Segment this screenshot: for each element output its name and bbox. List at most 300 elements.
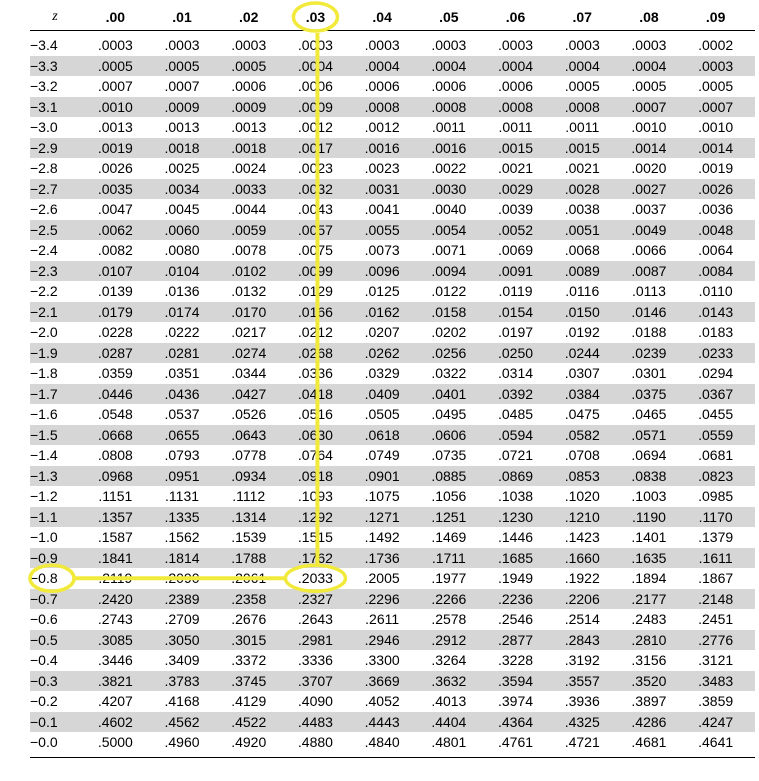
probability-cell: .2776 xyxy=(698,631,734,648)
probability-cell: .3897 xyxy=(631,693,667,709)
table-row xyxy=(30,240,755,261)
table-row xyxy=(30,138,755,159)
probability-cell: .0008 xyxy=(498,98,534,115)
table-row xyxy=(30,97,755,118)
probability-cell: .0034 xyxy=(164,180,200,197)
probability-cell: .0004 xyxy=(364,57,400,74)
probability-cell: .1515 xyxy=(297,529,333,545)
z-value-cell: −2.0 xyxy=(30,324,58,340)
probability-cell: .0217 xyxy=(231,324,267,340)
probability-cell: .0003 xyxy=(631,37,667,53)
probability-cell: .0618 xyxy=(364,426,400,443)
z-value-cell: −0.2 xyxy=(30,693,58,709)
table-row xyxy=(30,507,755,528)
probability-cell: .0143 xyxy=(698,303,734,320)
probability-cell: .2611 xyxy=(365,611,400,627)
z-value-cell: −0.3 xyxy=(30,672,58,689)
probability-cell: .0314 xyxy=(498,365,534,381)
probability-cell: .4960 xyxy=(164,734,200,750)
probability-cell: .0537 xyxy=(164,406,200,422)
probability-cell: .0681 xyxy=(698,447,734,463)
probability-cell: .0005 xyxy=(231,57,267,74)
probability-cell: .3015 xyxy=(231,631,267,648)
probability-cell: .0212 xyxy=(297,324,333,340)
column-header: .07 xyxy=(572,9,592,25)
probability-cell: .0003 xyxy=(698,57,734,74)
probability-cell: .1357 xyxy=(97,508,133,525)
probability-cell: .0003 xyxy=(364,37,400,53)
probability-cell: .0455 xyxy=(698,406,734,422)
probability-cell: .2514 xyxy=(564,611,600,627)
probability-cell: .0062 xyxy=(97,221,133,238)
probability-cell: .0244 xyxy=(564,344,600,361)
probability-cell: .0010 xyxy=(97,98,133,115)
probability-cell: .0008 xyxy=(564,98,600,115)
probability-cell: .3085 xyxy=(97,631,133,648)
probability-cell: .1894 xyxy=(631,570,667,586)
probability-cell: .1251 xyxy=(431,508,467,525)
probability-cell: .0694 xyxy=(631,447,667,463)
probability-cell: .4721 xyxy=(564,734,600,750)
probability-cell: .0099 xyxy=(297,262,333,279)
probability-cell: .0024 xyxy=(231,160,267,176)
z-value-cell: −1.5 xyxy=(30,426,58,443)
probability-cell: .2358 xyxy=(231,590,267,607)
probability-cell: .2843 xyxy=(564,631,600,648)
probability-cell: .0014 xyxy=(698,139,734,156)
probability-cell: .0031 xyxy=(364,180,400,197)
probability-cell: .0047 xyxy=(97,201,133,217)
probability-cell: .0040 xyxy=(431,201,467,217)
probability-cell: .0548 xyxy=(97,406,133,422)
probability-cell: .2177 xyxy=(631,590,667,607)
probability-cell: .1401 xyxy=(631,529,667,545)
probability-cell: .0004 xyxy=(431,57,467,74)
probability-cell: .3520 xyxy=(631,672,667,689)
probability-cell: .0027 xyxy=(631,180,667,197)
probability-cell: .0013 xyxy=(231,119,267,135)
probability-cell: .0116 xyxy=(565,283,600,299)
probability-cell: .0007 xyxy=(164,78,200,94)
probability-cell: .0004 xyxy=(498,57,534,74)
header-rule xyxy=(30,30,755,31)
probability-cell: .0708 xyxy=(564,447,600,463)
probability-cell: .0019 xyxy=(698,160,734,176)
probability-cell: .0132 xyxy=(231,283,267,299)
probability-cell: .4286 xyxy=(631,713,667,730)
probability-cell: .1093 xyxy=(297,488,333,504)
z-value-cell: −1.7 xyxy=(30,385,58,402)
z-value-cell: −1.2 xyxy=(30,488,58,504)
z-value-cell: −0.0 xyxy=(30,734,58,750)
probability-cell: .0022 xyxy=(431,160,467,176)
probability-cell: .0036 xyxy=(698,201,734,217)
probability-cell: .0011 xyxy=(431,119,466,135)
probability-cell: .3228 xyxy=(498,652,534,668)
probability-cell: .4207 xyxy=(97,693,133,709)
z-value-cell: −2.5 xyxy=(30,221,58,238)
probability-cell: .0359 xyxy=(97,365,133,381)
table-row xyxy=(30,199,755,220)
probability-cell: .0146 xyxy=(631,303,667,320)
probability-cell: .2912 xyxy=(431,631,467,648)
table-row xyxy=(30,281,755,302)
probability-cell: .4090 xyxy=(297,693,333,709)
probability-cell: .0004 xyxy=(297,57,333,74)
probability-cell: .0559 xyxy=(698,426,734,443)
probability-cell: .0011 xyxy=(498,119,533,135)
probability-cell: .2546 xyxy=(498,611,534,627)
probability-cell: .0007 xyxy=(698,98,734,115)
probability-cell: .0021 xyxy=(498,160,534,176)
probability-cell: .2206 xyxy=(564,590,600,607)
probability-cell: .0059 xyxy=(231,221,267,238)
probability-cell: .4641 xyxy=(698,734,734,750)
probability-cell: .0202 xyxy=(431,324,467,340)
z-value-cell: −2.3 xyxy=(30,262,58,279)
probability-cell: .0838 xyxy=(631,467,667,484)
z-value-cell: −0.7 xyxy=(30,590,58,607)
probability-cell: .2327 xyxy=(297,590,333,607)
z-value-cell: −3.1 xyxy=(30,98,58,115)
table-row xyxy=(30,56,755,77)
probability-cell: .0005 xyxy=(564,78,600,94)
probability-cell: .4840 xyxy=(364,734,400,750)
probability-cell: .0582 xyxy=(564,426,600,443)
probability-cell: .4168 xyxy=(164,693,200,709)
probability-cell: .0005 xyxy=(631,78,667,94)
probability-cell: .0017 xyxy=(297,139,333,156)
probability-cell: .0188 xyxy=(631,324,667,340)
probability-cell: .0885 xyxy=(431,467,467,484)
probability-cell: .0087 xyxy=(631,262,667,279)
probability-cell: .0384 xyxy=(564,385,600,402)
table-row xyxy=(30,76,755,97)
probability-cell: .0329 xyxy=(364,365,400,381)
probability-cell: .0228 xyxy=(97,324,133,340)
probability-cell: .2743 xyxy=(97,611,133,627)
probability-cell: .3409 xyxy=(164,652,200,668)
probability-cell: .2119 xyxy=(98,570,133,586)
table-row xyxy=(30,712,755,733)
table-row xyxy=(30,671,755,692)
probability-cell: .1562 xyxy=(164,529,200,545)
probability-cell: .0170 xyxy=(231,303,267,320)
probability-cell: .4602 xyxy=(97,713,133,730)
probability-cell: .0007 xyxy=(97,78,133,94)
probability-cell: .0048 xyxy=(698,221,734,238)
probability-cell: .0110 xyxy=(698,283,733,299)
probability-cell: .1685 xyxy=(498,549,534,566)
probability-cell: .0029 xyxy=(498,180,534,197)
table-row xyxy=(30,384,755,405)
probability-cell: .0016 xyxy=(431,139,467,156)
probability-cell: .0026 xyxy=(97,160,133,176)
table-row xyxy=(30,179,755,200)
probability-cell: .4522 xyxy=(231,713,267,730)
z-value-cell: −2.7 xyxy=(30,180,58,197)
probability-cell: .0011 xyxy=(565,119,600,135)
probability-cell: .3050 xyxy=(164,631,200,648)
probability-cell: .0052 xyxy=(498,221,534,238)
probability-cell: .0037 xyxy=(631,201,667,217)
probability-cell: .0013 xyxy=(164,119,200,135)
probability-cell: .4801 xyxy=(431,734,467,750)
probability-cell: .2389 xyxy=(164,590,200,607)
probability-cell: .0041 xyxy=(364,201,400,217)
probability-cell: .1635 xyxy=(631,549,667,566)
probability-cell: .0951 xyxy=(164,467,200,484)
probability-cell: .0003 xyxy=(97,37,133,53)
probability-cell: .0012 xyxy=(297,119,333,135)
probability-cell: .1922 xyxy=(564,570,600,586)
z-value-cell: −3.2 xyxy=(30,78,58,94)
column-header: .04 xyxy=(372,9,392,25)
probability-cell: .0721 xyxy=(498,447,534,463)
probability-cell: .0571 xyxy=(631,426,667,443)
probability-cell: .0139 xyxy=(97,283,133,299)
probability-cell: .0010 xyxy=(698,119,734,135)
probability-cell: .0006 xyxy=(231,78,267,94)
probability-cell: .0125 xyxy=(364,283,400,299)
probability-cell: .0197 xyxy=(498,324,534,340)
probability-cell: .0084 xyxy=(698,262,734,279)
probability-cell: .3121 xyxy=(698,652,734,668)
table-row xyxy=(30,732,755,753)
probability-cell: .0485 xyxy=(498,406,534,422)
probability-cell: .0934 xyxy=(231,467,267,484)
probability-cell: .2676 xyxy=(231,611,267,627)
probability-cell: .0082 xyxy=(97,242,133,258)
probability-cell: .3745 xyxy=(231,672,267,689)
probability-cell: .0793 xyxy=(164,447,200,463)
probability-cell: .0301 xyxy=(631,365,667,381)
z-column-header: z xyxy=(52,9,58,24)
probability-cell: .4013 xyxy=(431,693,467,709)
probability-cell: .0409 xyxy=(364,385,400,402)
probability-cell: .0003 xyxy=(297,37,333,53)
probability-cell: .2420 xyxy=(97,590,133,607)
probability-cell: .2236 xyxy=(498,590,534,607)
probability-cell: .0008 xyxy=(431,98,467,115)
probability-cell: .0073 xyxy=(364,242,400,258)
probability-cell: .0104 xyxy=(164,262,200,279)
probability-cell: .0069 xyxy=(498,242,534,258)
probability-cell: .0038 xyxy=(564,201,600,217)
table-row xyxy=(30,363,755,384)
probability-cell: .0060 xyxy=(164,221,200,238)
probability-cell: .1112 xyxy=(232,488,266,504)
probability-cell: .2033 xyxy=(297,570,333,586)
probability-cell: .3594 xyxy=(498,672,534,689)
probability-cell: .0436 xyxy=(164,385,200,402)
table-row xyxy=(30,158,755,179)
probability-cell: .0006 xyxy=(431,78,467,94)
probability-cell: .4129 xyxy=(231,693,267,709)
table-row xyxy=(30,261,755,282)
probability-cell: .0526 xyxy=(231,406,267,422)
probability-cell: .1814 xyxy=(164,549,200,566)
probability-cell: .0014 xyxy=(631,139,667,156)
probability-cell: .4920 xyxy=(231,734,267,750)
probability-cell: .2981 xyxy=(297,631,333,648)
table-row xyxy=(30,691,755,712)
probability-cell: .1020 xyxy=(564,488,600,504)
probability-cell: .1075 xyxy=(364,488,400,504)
z-value-cell: −3.0 xyxy=(30,119,58,135)
z-value-cell: −1.6 xyxy=(30,406,58,422)
probability-cell: .0351 xyxy=(164,365,200,381)
probability-cell: .0068 xyxy=(564,242,600,258)
probability-cell: .0643 xyxy=(231,426,267,443)
probability-cell: .0003 xyxy=(564,37,600,53)
probability-cell: .1762 xyxy=(297,549,333,566)
probability-cell: .0287 xyxy=(97,344,133,361)
probability-cell: .2148 xyxy=(698,590,734,607)
probability-cell: .0005 xyxy=(164,57,200,74)
probability-cell: .1788 xyxy=(231,549,267,566)
probability-cell: .0107 xyxy=(97,262,133,279)
z-value-cell: −2.6 xyxy=(30,201,58,217)
probability-cell: .0055 xyxy=(364,221,400,238)
column-header: .09 xyxy=(705,9,726,25)
probability-cell: .0009 xyxy=(231,98,267,115)
z-value-cell: −1.3 xyxy=(30,467,58,484)
column-header: .03 xyxy=(305,9,326,25)
probability-cell: .0239 xyxy=(631,344,667,361)
z-value-cell: −1.0 xyxy=(30,529,58,545)
probability-cell: .0853 xyxy=(564,467,600,484)
probability-cell: .0154 xyxy=(498,303,534,320)
probability-cell: .0023 xyxy=(297,160,333,176)
column-header: .02 xyxy=(239,9,259,25)
z-value-cell: −1.4 xyxy=(30,447,58,463)
probability-cell: .0009 xyxy=(164,98,200,115)
table-row xyxy=(30,527,755,548)
probability-cell: .1003 xyxy=(631,488,667,504)
probability-cell: .2483 xyxy=(631,611,667,627)
probability-cell: .1314 xyxy=(231,508,267,525)
probability-cell: .0009 xyxy=(297,98,333,115)
probability-cell: .0006 xyxy=(364,78,400,94)
probability-cell: .0465 xyxy=(631,406,667,422)
probability-cell: .0008 xyxy=(364,98,400,115)
table-row xyxy=(30,322,755,343)
probability-cell: .3446 xyxy=(97,652,133,668)
probability-cell: .3483 xyxy=(698,672,734,689)
probability-cell: .0281 xyxy=(164,344,200,361)
probability-cell: .0594 xyxy=(498,426,534,443)
probability-cell: .1210 xyxy=(564,508,600,525)
table-row xyxy=(30,548,755,569)
probability-cell: .0174 xyxy=(164,303,200,320)
probability-cell: .0375 xyxy=(631,385,667,402)
probability-cell: .1151 xyxy=(98,488,133,504)
probability-cell: .1977 xyxy=(431,570,467,586)
column-header: .01 xyxy=(172,9,192,25)
probability-cell: .0045 xyxy=(164,201,200,217)
probability-cell: .0007 xyxy=(631,98,667,115)
probability-cell: .1038 xyxy=(498,488,534,504)
probability-cell: .0222 xyxy=(164,324,200,340)
probability-cell: .4247 xyxy=(698,713,734,730)
probability-cell: .0392 xyxy=(498,385,534,402)
probability-cell: .2877 xyxy=(498,631,534,648)
probability-cell: .4052 xyxy=(364,693,400,709)
table-row xyxy=(30,445,755,466)
probability-cell: .0043 xyxy=(297,201,333,217)
probability-cell: .0122 xyxy=(431,283,467,299)
probability-cell: .0655 xyxy=(164,426,200,443)
probability-cell: .0136 xyxy=(164,283,200,299)
probability-cell: .0006 xyxy=(297,78,333,94)
probability-cell: .0030 xyxy=(431,180,467,197)
probability-cell: .0089 xyxy=(564,262,600,279)
z-value-cell: −2.4 xyxy=(30,242,58,258)
probability-cell: .1423 xyxy=(564,529,600,545)
probability-cell: .0044 xyxy=(231,201,267,217)
probability-cell: .1587 xyxy=(97,529,133,545)
probability-cell: .1170 xyxy=(698,508,733,525)
probability-cell: .0018 xyxy=(164,139,200,156)
z-table xyxy=(30,5,755,760)
z-value-cell: −0.4 xyxy=(30,652,58,668)
probability-cell: .4325 xyxy=(564,713,600,730)
z-value-cell: −0.8 xyxy=(30,570,58,586)
probability-cell: .0080 xyxy=(164,242,200,258)
probability-cell: .0250 xyxy=(498,344,534,361)
probability-cell: .0113 xyxy=(631,283,666,299)
probability-cell: .5000 xyxy=(97,734,133,750)
table-row xyxy=(30,589,755,610)
probability-cell: .1230 xyxy=(498,508,534,525)
probability-cell: .0010 xyxy=(631,119,667,135)
probability-cell: .0427 xyxy=(231,385,267,402)
probability-cell: .4364 xyxy=(498,713,534,730)
probability-cell: .1841 xyxy=(97,549,133,566)
probability-cell: .0901 xyxy=(364,467,400,484)
bottom-rule xyxy=(30,757,755,758)
probability-cell: .0968 xyxy=(97,467,133,484)
probability-cell: .3974 xyxy=(498,693,534,709)
table-row xyxy=(30,404,755,425)
probability-cell: .0749 xyxy=(364,447,400,463)
probability-cell: .0028 xyxy=(564,180,600,197)
probability-cell: .0005 xyxy=(698,78,734,94)
probability-cell: .0179 xyxy=(97,303,133,320)
probability-cell: .0150 xyxy=(564,303,600,320)
probability-cell: .3336 xyxy=(297,652,333,668)
column-header: .08 xyxy=(639,9,659,25)
probability-cell: .0002 xyxy=(698,37,734,53)
probability-cell: .2578 xyxy=(431,611,467,627)
probability-cell: .0020 xyxy=(631,160,667,176)
probability-cell: .0344 xyxy=(231,365,267,381)
probability-cell: .0367 xyxy=(698,385,734,402)
probability-cell: .1335 xyxy=(164,508,200,525)
probability-cell: .0091 xyxy=(498,262,534,279)
probability-cell: .0294 xyxy=(698,365,734,381)
probability-cell: .0033 xyxy=(231,180,267,197)
probability-cell: .0049 xyxy=(631,221,667,238)
probability-cell: .0808 xyxy=(97,447,133,463)
probability-cell: .0003 xyxy=(231,37,267,53)
probability-cell: .2296 xyxy=(364,590,400,607)
probability-cell: .0158 xyxy=(431,303,467,320)
probability-cell: .0096 xyxy=(364,262,400,279)
z-value-cell: −1.8 xyxy=(30,365,58,381)
probability-cell: .3372 xyxy=(231,652,267,668)
